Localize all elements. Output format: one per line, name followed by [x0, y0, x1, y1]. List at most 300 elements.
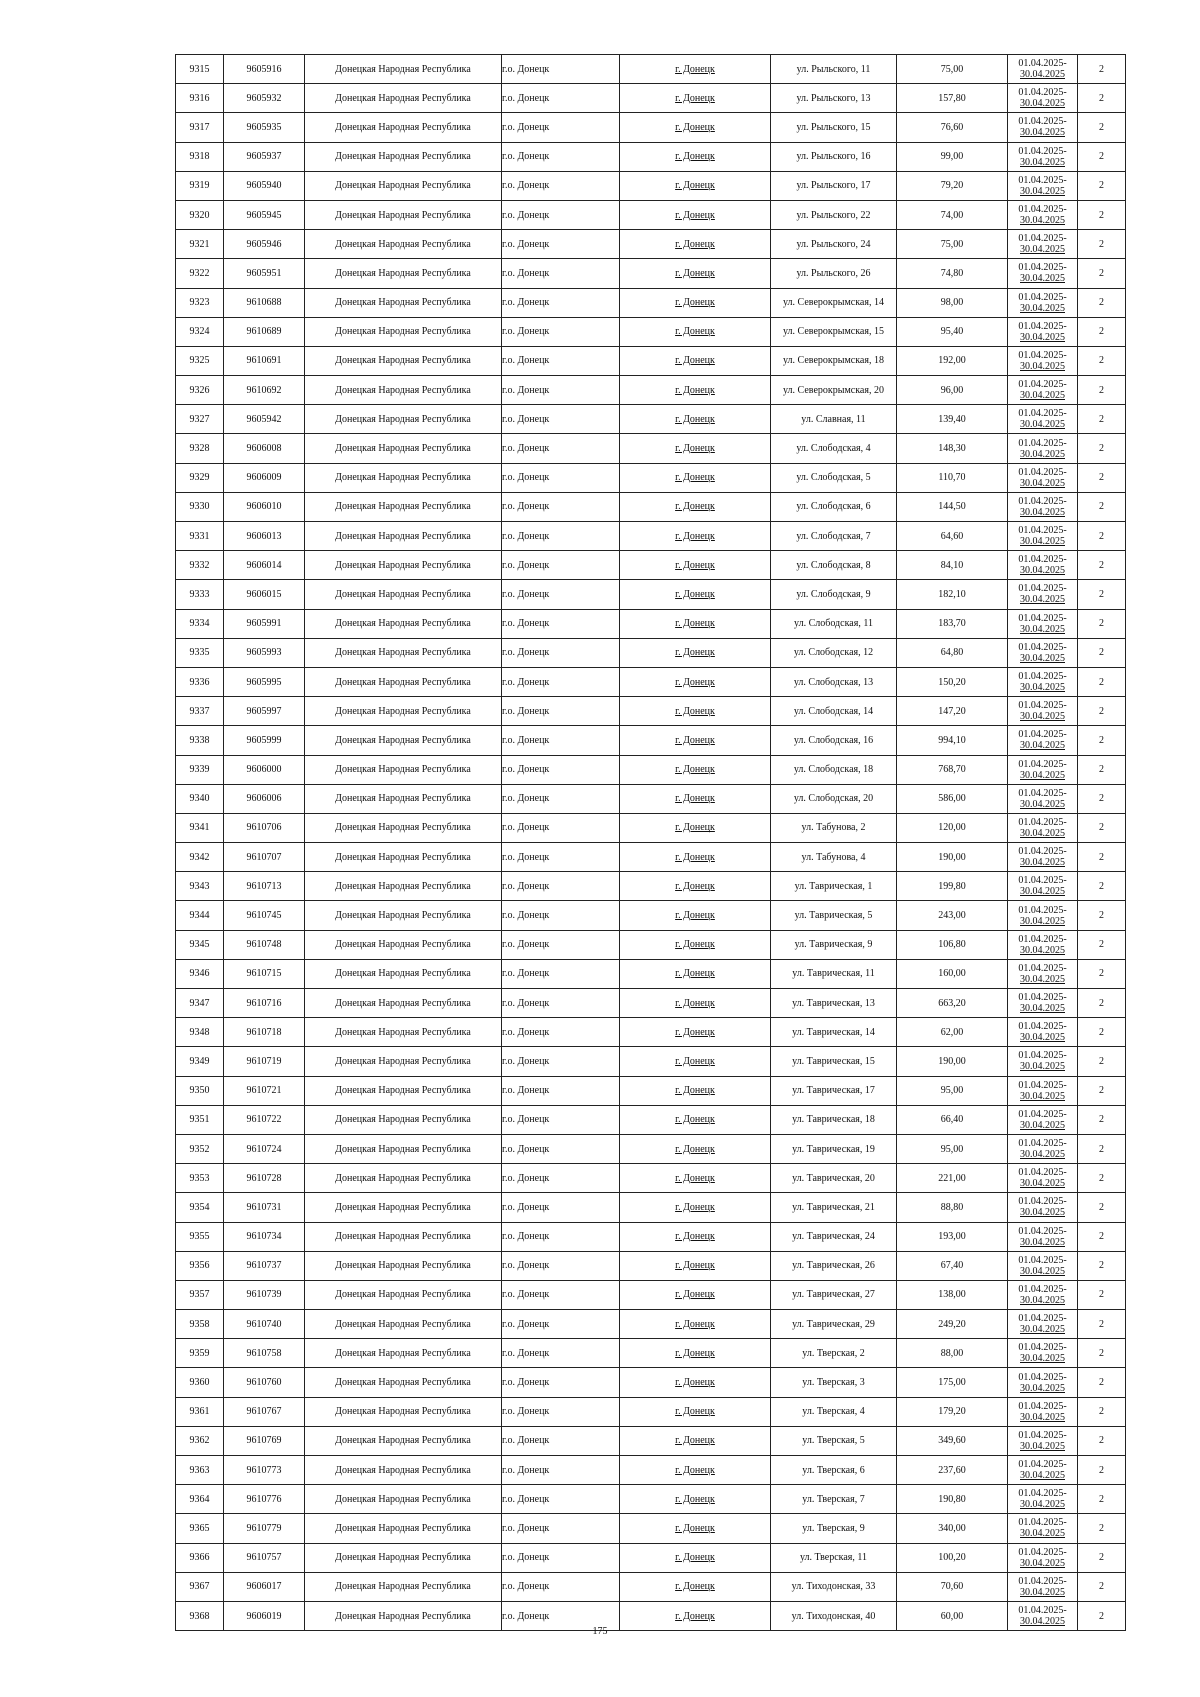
area-cell: 150,20 — [897, 667, 1008, 696]
address-cell: ул. Таврическая, 9 — [771, 930, 897, 959]
city-cell — [620, 113, 771, 142]
category-cell: 2 — [1078, 1339, 1126, 1368]
address-cell: ул. Северокрымская, 18 — [771, 346, 897, 375]
address-cell: ул. Тверская, 11 — [771, 1543, 897, 1572]
period-from: 01.04.2025- — [1018, 816, 1067, 828]
table-row — [176, 55, 1126, 84]
area-cell: 237,60 — [897, 1456, 1008, 1485]
area-cell: 221,00 — [897, 1164, 1008, 1193]
object-id: 9610740 — [224, 1310, 305, 1339]
city-cell — [620, 609, 771, 638]
period-cell — [1008, 376, 1078, 405]
category-cell: 2 — [1078, 405, 1126, 434]
row-number: 9328 — [176, 434, 224, 463]
period-from: 01.04.2025- — [1018, 1108, 1067, 1120]
category-cell: 2 — [1078, 872, 1126, 901]
district-cell: г.о. Донецк — [502, 784, 620, 813]
district-cell: г.о. Донецк — [502, 230, 620, 259]
period-cell — [1008, 551, 1078, 580]
district-cell: г.о. Донецк — [502, 405, 620, 434]
table-row — [176, 492, 1126, 521]
table-row — [176, 1456, 1126, 1485]
city-cell — [620, 1018, 771, 1047]
region-cell: Донецкая Народная Республика — [305, 317, 502, 346]
row-number: 9346 — [176, 959, 224, 988]
table-row — [176, 1426, 1126, 1455]
city-label: г. Донецк — [675, 880, 715, 892]
district-cell: г.о. Донецк — [502, 113, 620, 142]
row-number: 9342 — [176, 843, 224, 872]
region-cell: Донецкая Народная Республика — [305, 959, 502, 988]
address-cell: ул. Слободская, 4 — [771, 434, 897, 463]
district-cell: г.о. Донецк — [502, 84, 620, 113]
city-cell — [620, 784, 771, 813]
region-cell: Донецкая Народная Республика — [305, 200, 502, 229]
district-cell: г.о. Донецк — [502, 1134, 620, 1163]
area-cell: 243,00 — [897, 901, 1008, 930]
period-from: 01.04.2025- — [1018, 525, 1067, 537]
address-cell: ул. Рыльского, 11 — [771, 55, 897, 84]
category-cell: 2 — [1078, 142, 1126, 171]
city-cell — [620, 1222, 771, 1251]
object-id: 9610716 — [224, 989, 305, 1018]
area-cell: 175,00 — [897, 1368, 1008, 1397]
address-cell: ул. Таврическая, 24 — [771, 1222, 897, 1251]
address-cell: ул. Таврическая, 19 — [771, 1134, 897, 1163]
row-number: 9353 — [176, 1164, 224, 1193]
region-cell: Донецкая Народная Республика — [305, 259, 502, 288]
city-cell — [620, 405, 771, 434]
object-id: 9610721 — [224, 1076, 305, 1105]
district-cell: г.о. Донецк — [502, 1193, 620, 1222]
address-cell: ул. Таврическая, 15 — [771, 1047, 897, 1076]
period-to: 30.04.2025 — [1020, 565, 1065, 577]
period-from: 01.04.2025- — [1018, 1342, 1067, 1354]
city-cell — [620, 1514, 771, 1543]
row-number: 9355 — [176, 1222, 224, 1251]
period-cell — [1008, 142, 1078, 171]
district-cell: г.о. Донецк — [502, 142, 620, 171]
period-from: 01.04.2025- — [1018, 933, 1067, 945]
city-label: г. Донецк — [675, 734, 715, 746]
address-cell: ул. Тверская, 3 — [771, 1368, 897, 1397]
area-cell: 66,40 — [897, 1105, 1008, 1134]
period-cell — [1008, 522, 1078, 551]
period-from: 01.04.2025- — [1018, 466, 1067, 478]
category-cell: 2 — [1078, 1572, 1126, 1601]
category-cell: 2 — [1078, 843, 1126, 872]
row-number: 9351 — [176, 1105, 224, 1134]
city-label: г. Донецк — [675, 1231, 715, 1243]
object-id: 9605951 — [224, 259, 305, 288]
object-id: 9610731 — [224, 1193, 305, 1222]
category-cell: 2 — [1078, 492, 1126, 521]
table-row — [176, 551, 1126, 580]
object-id: 9610718 — [224, 1018, 305, 1047]
city-label: г. Донецк — [675, 851, 715, 863]
object-id: 9605946 — [224, 230, 305, 259]
object-id: 9610779 — [224, 1514, 305, 1543]
district-cell: г.о. Донецк — [502, 697, 620, 726]
period-to: 30.04.2025 — [1020, 1294, 1065, 1306]
region-cell: Донецкая Народная Республика — [305, 492, 502, 521]
address-cell: ул. Северокрымская, 15 — [771, 317, 897, 346]
area-cell: 88,80 — [897, 1193, 1008, 1222]
city-cell — [620, 171, 771, 200]
row-number: 9349 — [176, 1047, 224, 1076]
region-cell: Донецкая Народная Республика — [305, 84, 502, 113]
period-to: 30.04.2025 — [1020, 1207, 1065, 1219]
district-cell: г.о. Донецк — [502, 1397, 620, 1426]
period-from: 01.04.2025- — [1018, 437, 1067, 449]
region-cell: Донецкая Народная Республика — [305, 463, 502, 492]
row-number: 9316 — [176, 84, 224, 113]
object-id: 9605999 — [224, 726, 305, 755]
area-cell: 190,00 — [897, 1047, 1008, 1076]
city-label: г. Донецк — [675, 705, 715, 717]
city-cell — [620, 288, 771, 317]
object-id: 9610722 — [224, 1105, 305, 1134]
area-cell: 95,40 — [897, 317, 1008, 346]
object-id: 9605997 — [224, 697, 305, 726]
category-cell: 2 — [1078, 1310, 1126, 1339]
object-id: 9610757 — [224, 1543, 305, 1572]
category-cell: 2 — [1078, 1222, 1126, 1251]
table-row — [176, 1134, 1126, 1163]
city-label: г. Донецк — [675, 1435, 715, 1447]
area-cell: 62,00 — [897, 1018, 1008, 1047]
category-cell: 2 — [1078, 959, 1126, 988]
area-cell: 192,00 — [897, 346, 1008, 375]
table-row — [176, 1018, 1126, 1047]
row-number: 9332 — [176, 551, 224, 580]
row-number: 9335 — [176, 638, 224, 667]
city-cell — [620, 346, 771, 375]
city-label: г. Донецк — [675, 1522, 715, 1534]
period-from: 01.04.2025- — [1018, 787, 1067, 799]
city-cell — [620, 142, 771, 171]
row-number: 9360 — [176, 1368, 224, 1397]
category-cell: 2 — [1078, 1426, 1126, 1455]
address-cell: ул. Таврическая, 13 — [771, 989, 897, 1018]
object-id: 9606014 — [224, 551, 305, 580]
row-number: 9348 — [176, 1018, 224, 1047]
table-row — [176, 113, 1126, 142]
district-cell: г.о. Донецк — [502, 55, 620, 84]
row-number: 9364 — [176, 1485, 224, 1514]
city-label: г. Донецк — [675, 355, 715, 367]
page-number: 175 — [592, 1626, 608, 1637]
city-cell — [620, 959, 771, 988]
period-from: 01.04.2025- — [1018, 875, 1067, 887]
period-to: 30.04.2025 — [1020, 69, 1065, 81]
area-cell: 64,60 — [897, 522, 1008, 551]
period-to: 30.04.2025 — [1020, 448, 1065, 460]
region-cell: Донецкая Народная Республика — [305, 1105, 502, 1134]
region-cell: Донецкая Народная Республика — [305, 667, 502, 696]
table-row — [176, 1339, 1126, 1368]
category-cell: 2 — [1078, 1543, 1126, 1572]
period-from: 01.04.2025- — [1018, 612, 1067, 624]
address-cell: ул. Слободская, 12 — [771, 638, 897, 667]
table-row — [176, 317, 1126, 346]
period-cell — [1008, 259, 1078, 288]
period-to: 30.04.2025 — [1020, 1003, 1065, 1015]
area-cell: 139,40 — [897, 405, 1008, 434]
object-id: 9605937 — [224, 142, 305, 171]
period-to: 30.04.2025 — [1020, 215, 1065, 227]
period-to: 30.04.2025 — [1020, 1090, 1065, 1102]
district-cell: г.о. Донецк — [502, 609, 620, 638]
category-cell: 2 — [1078, 200, 1126, 229]
object-id: 9606009 — [224, 463, 305, 492]
registry-table-body — [176, 55, 1126, 1631]
period-to: 30.04.2025 — [1020, 1324, 1065, 1336]
district-cell: г.о. Донецк — [502, 551, 620, 580]
address-cell: ул. Тверская, 6 — [771, 1456, 897, 1485]
category-cell: 2 — [1078, 259, 1126, 288]
address-cell: ул. Тверская, 9 — [771, 1514, 897, 1543]
period-cell — [1008, 1368, 1078, 1397]
city-label: г. Донецк — [675, 1377, 715, 1389]
area-cell: 79,20 — [897, 171, 1008, 200]
period-to: 30.04.2025 — [1020, 360, 1065, 372]
period-to: 30.04.2025 — [1020, 1265, 1065, 1277]
address-cell: ул. Рыльского, 22 — [771, 200, 897, 229]
district-cell: г.о. Донецк — [502, 200, 620, 229]
area-cell: 249,20 — [897, 1310, 1008, 1339]
area-cell: 994,10 — [897, 726, 1008, 755]
city-label: г. Донецк — [675, 209, 715, 221]
city-label: г. Донецк — [675, 1114, 715, 1126]
period-cell — [1008, 1047, 1078, 1076]
row-number: 9347 — [176, 989, 224, 1018]
city-cell — [620, 1047, 771, 1076]
city-label: г. Донецк — [675, 1493, 715, 1505]
category-cell: 2 — [1078, 434, 1126, 463]
area-cell: 147,20 — [897, 697, 1008, 726]
period-to: 30.04.2025 — [1020, 1149, 1065, 1161]
city-label: г. Донецк — [675, 1347, 715, 1359]
area-cell: 95,00 — [897, 1134, 1008, 1163]
city-label: г. Донецк — [675, 1055, 715, 1067]
object-id: 9605940 — [224, 171, 305, 200]
region-cell: Донецкая Народная Республика — [305, 813, 502, 842]
row-number: 9321 — [176, 230, 224, 259]
period-from: 01.04.2025- — [1018, 1079, 1067, 1091]
period-to: 30.04.2025 — [1020, 331, 1065, 343]
row-number: 9319 — [176, 171, 224, 200]
period-from: 01.04.2025- — [1018, 1546, 1067, 1558]
region-cell: Донецкая Народная Республика — [305, 638, 502, 667]
category-cell: 2 — [1078, 1018, 1126, 1047]
area-cell: 586,00 — [897, 784, 1008, 813]
region-cell: Донецкая Народная Республика — [305, 1251, 502, 1280]
row-number: 9336 — [176, 667, 224, 696]
row-number: 9326 — [176, 376, 224, 405]
category-cell: 2 — [1078, 376, 1126, 405]
period-cell — [1008, 1018, 1078, 1047]
period-cell — [1008, 1134, 1078, 1163]
period-from: 01.04.2025- — [1018, 1138, 1067, 1150]
region-cell: Донецкая Народная Республика — [305, 1368, 502, 1397]
city-label: г. Донецк — [675, 501, 715, 513]
city-cell — [620, 901, 771, 930]
category-cell: 2 — [1078, 755, 1126, 784]
region-cell: Донецкая Народная Республика — [305, 697, 502, 726]
district-cell: г.о. Донецк — [502, 1310, 620, 1339]
period-to: 30.04.2025 — [1020, 1440, 1065, 1452]
object-id: 9610715 — [224, 959, 305, 988]
address-cell: ул. Рыльского, 13 — [771, 84, 897, 113]
region-cell: Донецкая Народная Республика — [305, 1076, 502, 1105]
category-cell: 2 — [1078, 463, 1126, 492]
region-cell: Донецкая Народная Республика — [305, 522, 502, 551]
period-cell — [1008, 1310, 1078, 1339]
period-from: 01.04.2025- — [1018, 116, 1067, 128]
object-id: 9610688 — [224, 288, 305, 317]
region-cell: Донецкая Народная Республика — [305, 376, 502, 405]
registry-table — [175, 54, 1126, 1631]
district-cell: г.о. Донецк — [502, 580, 620, 609]
area-cell: 106,80 — [897, 930, 1008, 959]
table-row — [176, 1485, 1126, 1514]
object-id: 9605993 — [224, 638, 305, 667]
table-row — [176, 1251, 1126, 1280]
area-cell: 110,70 — [897, 463, 1008, 492]
area-cell: 84,10 — [897, 551, 1008, 580]
address-cell: ул. Таврическая, 17 — [771, 1076, 897, 1105]
region-cell: Донецкая Народная Республика — [305, 580, 502, 609]
city-cell — [620, 230, 771, 259]
period-cell — [1008, 901, 1078, 930]
category-cell: 2 — [1078, 1280, 1126, 1309]
address-cell: ул. Таврическая, 20 — [771, 1164, 897, 1193]
city-label: г. Донецк — [675, 267, 715, 279]
row-number: 9344 — [176, 901, 224, 930]
period-to: 30.04.2025 — [1020, 419, 1065, 431]
address-cell: ул. Слободская, 11 — [771, 609, 897, 638]
object-id: 9610692 — [224, 376, 305, 405]
address-cell: ул. Слободская, 16 — [771, 726, 897, 755]
city-cell — [620, 638, 771, 667]
period-to: 30.04.2025 — [1020, 594, 1065, 606]
city-cell — [620, 697, 771, 726]
city-cell — [620, 492, 771, 521]
table-row — [176, 667, 1126, 696]
period-to: 30.04.2025 — [1020, 477, 1065, 489]
city-cell — [620, 1339, 771, 1368]
table-row — [176, 84, 1126, 113]
period-cell — [1008, 1485, 1078, 1514]
region-cell: Донецкая Народная Республика — [305, 1397, 502, 1426]
period-cell — [1008, 317, 1078, 346]
period-from: 01.04.2025- — [1018, 349, 1067, 361]
table-row — [176, 1310, 1126, 1339]
area-cell: 190,00 — [897, 843, 1008, 872]
table-row — [176, 142, 1126, 171]
city-label: г. Донецк — [675, 151, 715, 163]
city-label: г. Донецк — [675, 968, 715, 980]
area-cell: 60,00 — [897, 1601, 1008, 1630]
address-cell: ул. Таврическая, 11 — [771, 959, 897, 988]
period-cell — [1008, 463, 1078, 492]
period-to: 30.04.2025 — [1020, 1499, 1065, 1511]
city-label: г. Донецк — [675, 63, 715, 75]
period-to: 30.04.2025 — [1020, 1353, 1065, 1365]
region-cell: Донецкая Народная Республика — [305, 55, 502, 84]
address-cell: ул. Таврическая, 21 — [771, 1193, 897, 1222]
city-cell — [620, 872, 771, 901]
period-from: 01.04.2025- — [1018, 729, 1067, 741]
city-cell — [620, 1280, 771, 1309]
city-label: г. Донецк — [675, 1289, 715, 1301]
region-cell: Донецкая Народная Республика — [305, 1047, 502, 1076]
city-cell — [620, 1456, 771, 1485]
city-label: г. Донецк — [675, 180, 715, 192]
city-cell — [620, 813, 771, 842]
period-cell — [1008, 1514, 1078, 1543]
category-cell: 2 — [1078, 1456, 1126, 1485]
address-cell: ул. Рыльского, 15 — [771, 113, 897, 142]
object-id: 9610691 — [224, 346, 305, 375]
table-row — [176, 1368, 1126, 1397]
address-cell: ул. Тиходонская, 40 — [771, 1601, 897, 1630]
area-cell: 74,00 — [897, 200, 1008, 229]
district-cell: г.о. Донецк — [502, 989, 620, 1018]
district-cell: г.о. Донецк — [502, 1339, 620, 1368]
city-label: г. Донецк — [675, 326, 715, 338]
period-to: 30.04.2025 — [1020, 1586, 1065, 1598]
period-from: 01.04.2025- — [1018, 671, 1067, 683]
city-label: г. Донецк — [675, 676, 715, 688]
category-cell: 2 — [1078, 638, 1126, 667]
row-number: 9367 — [176, 1572, 224, 1601]
period-to: 30.04.2025 — [1020, 1061, 1065, 1073]
area-cell: 98,00 — [897, 288, 1008, 317]
period-from: 01.04.2025- — [1018, 992, 1067, 1004]
city-label: г. Донецк — [675, 121, 715, 133]
object-id: 9606008 — [224, 434, 305, 463]
region-cell: Донецкая Народная Республика — [305, 405, 502, 434]
city-cell — [620, 1368, 771, 1397]
district-cell: г.о. Донецк — [502, 930, 620, 959]
city-cell — [620, 1193, 771, 1222]
address-cell: ул. Слободская, 9 — [771, 580, 897, 609]
area-cell: 95,00 — [897, 1076, 1008, 1105]
object-id: 9610748 — [224, 930, 305, 959]
period-cell — [1008, 492, 1078, 521]
area-cell: 138,00 — [897, 1280, 1008, 1309]
city-cell — [620, 1426, 771, 1455]
row-number: 9354 — [176, 1193, 224, 1222]
region-cell: Донецкая Народная Республика — [305, 1601, 502, 1630]
address-cell: ул. Рыльского, 16 — [771, 142, 897, 171]
region-cell: Донецкая Народная Республика — [305, 113, 502, 142]
district-cell: г.о. Донецк — [502, 346, 620, 375]
period-cell — [1008, 1222, 1078, 1251]
region-cell: Донецкая Народная Республика — [305, 1193, 502, 1222]
city-cell — [620, 580, 771, 609]
period-cell — [1008, 638, 1078, 667]
table-row — [176, 843, 1126, 872]
city-label: г. Донецк — [675, 1318, 715, 1330]
object-id: 9610745 — [224, 901, 305, 930]
object-id: 9610734 — [224, 1222, 305, 1251]
category-cell: 2 — [1078, 1251, 1126, 1280]
category-cell: 2 — [1078, 989, 1126, 1018]
district-cell: г.о. Донецк — [502, 667, 620, 696]
